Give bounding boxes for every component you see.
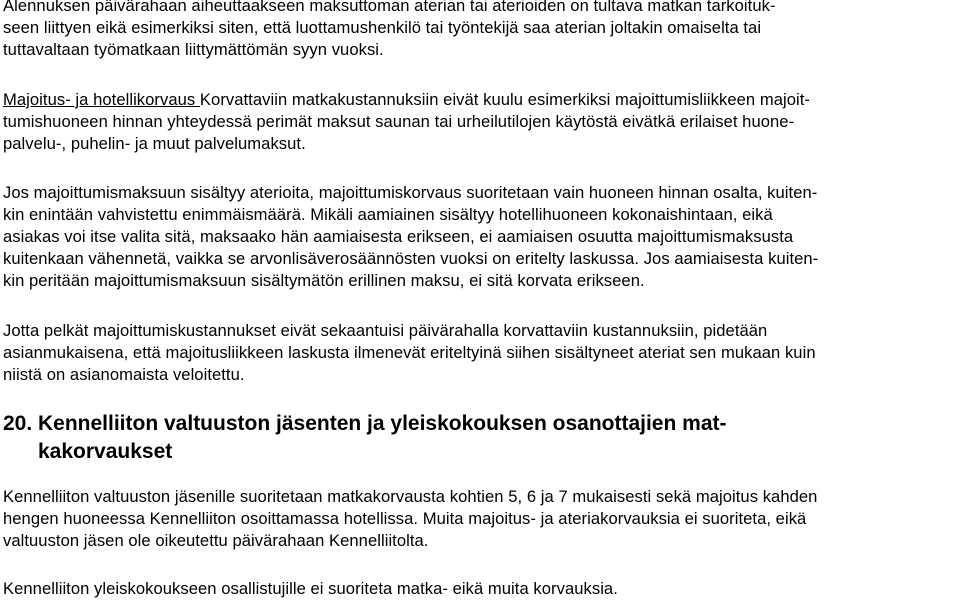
- text-line: Kennelliiton valtuuston jäsenille suoritetaan matkakorvausta kohtien 5, 6 ja 7 mukaisesti sekä majoitus kahden: [3, 487, 818, 506]
- text-line: kin enintään vahvistettu enimmäismäärä. Mikäli aamiainen sisältyy hotellihuoneen kokonaishintaan, eikä: [3, 205, 773, 224]
- text-line: niistä on asianomaista veloitettu.: [3, 365, 245, 384]
- text-line: [3, 89, 810, 111]
- text-line: asianmukaisena, että majoitusliikkeen laskusta ilmenevät eriteltyinä siihen sisältyneet ateriat sen mukaan kuin: [3, 343, 816, 362]
- text-line: valtuuston jäsen ole oikeutettu päivärahaan Kennelliitolta.: [3, 531, 429, 550]
- text-span: Korvattaviin matkakustannuksiin eivät kuulu esimerkiksi majoittumisliikkeen majoit-: [199, 90, 810, 109]
- text-line: Kennelliiton yleiskokoukseen osallistujille ei suoriteta matka- eikä muita korvauksia.: [3, 579, 618, 598]
- section-number: 20.: [3, 412, 33, 435]
- text-line: Jos majoittumismaksuun sisältyy aterioita, majoittumiskorvaus suoritetaan vain huoneen hinnan osalta, kuiten-: [3, 183, 818, 202]
- text-line: seen liittyen eikä esimerkiksi siten, että luottamushenkilö tai työntekijä saa aterian joltakin omaiselta tai: [3, 18, 762, 37]
- text-line: tuttavaltaan työmatkaan liittymättömän syyn vuoksi.: [3, 40, 384, 59]
- section-title-line2: kakorvaukset: [38, 440, 173, 463]
- text-line: asiakas voi itse valita sitä, maksaako hän aamiaisesta erikseen, ei aamiaisen osuutta majoittumismaksusta: [3, 227, 794, 246]
- section-title-line1: Kennelliiton valtuuston jäsenten ja yleiskokouksen osanottajien mat-: [38, 412, 727, 435]
- text-line: kuitenkaan vähennetä, vaikka se arvonlisäverosäännösten vuoksi on eritelty laskussa. Jos aamiaisesta kuiten-: [3, 249, 819, 268]
- text-line: Jotta pelkät majoittumiskustannukset eivät sekaantuisi päivärahalla korvattaviin kustannuksiin, pidetään: [3, 321, 768, 340]
- text-line: Alennuksen päivärahaan aiheuttaakseen maksuttoman aterian tai aterioiden on tultava matkan tarkoituk-: [3, 0, 776, 15]
- text-line: palvelu-, puhelin- ja muut palvelumaksut.: [3, 134, 306, 153]
- text-line: hengen huoneessa Kennelliiton osoittamassa hotellissa. Muita majoitus- ja ateriakorvauksia ei suoriteta, eikä: [3, 509, 807, 528]
- text-line: kin peritään majoittumismaksuun sisältymätön erillinen maksu, ei sitä korvata erikseen.: [3, 271, 645, 290]
- subheading-accommodation: Majoitus- ja hotellikorvaus: [3, 90, 200, 109]
- text-line: tumishuoneen hinnan yhteydessä perimät maksut saunan tai urheilutilojen käytöstä eivätkä erilaiset huone-: [3, 112, 795, 131]
